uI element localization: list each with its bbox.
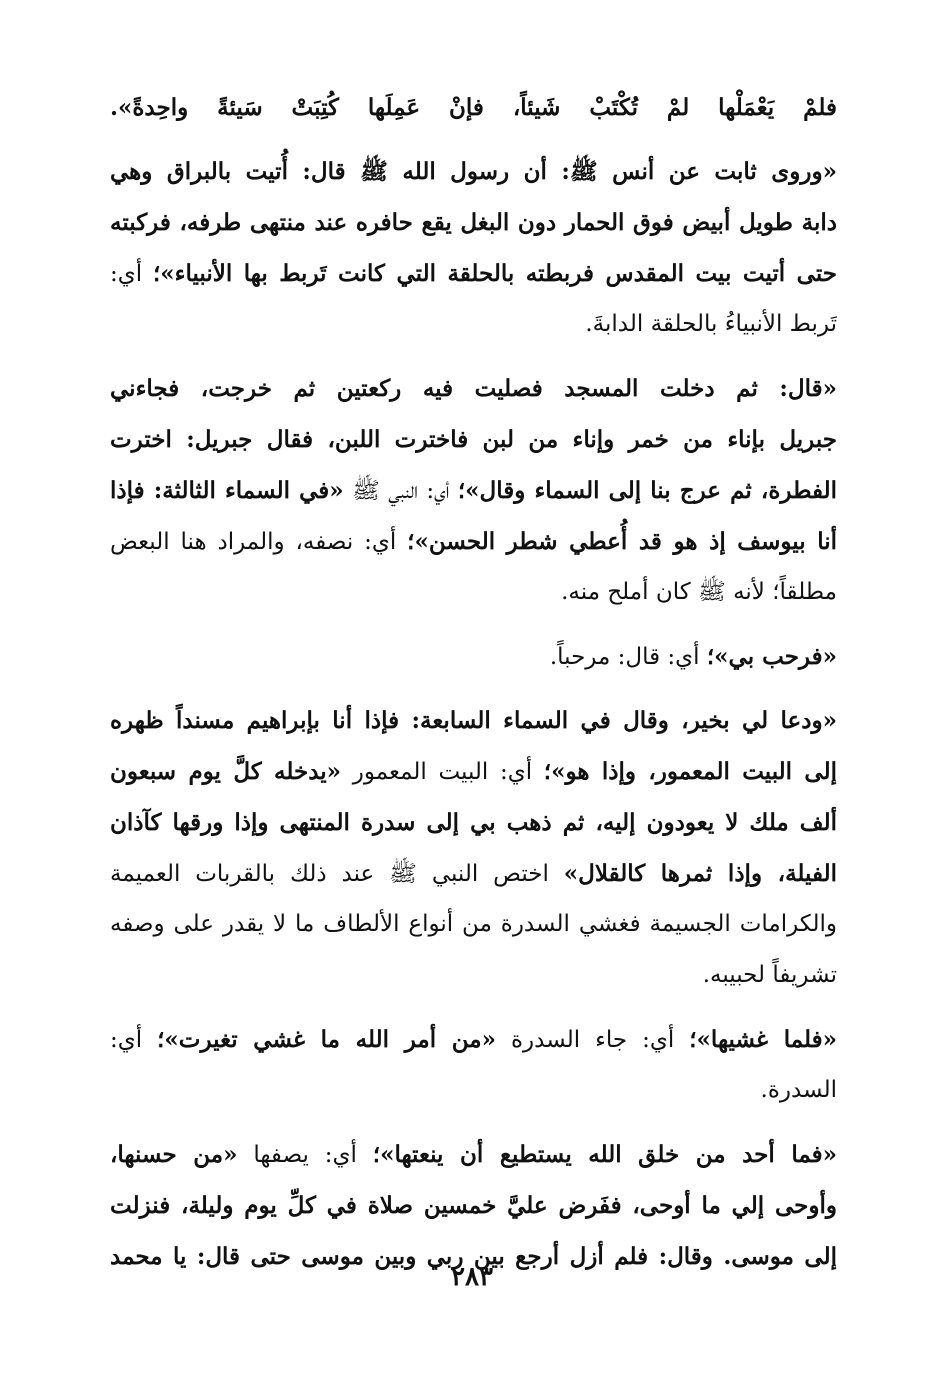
text-line <box>110 465 837 516</box>
text-run: تشريفاً لحبيبه. <box>702 962 837 988</box>
text-line <box>110 695 837 746</box>
text-run: أي: يصفها <box>237 1142 373 1168</box>
text-run: أي: النبي ﷺ <box>343 478 458 504</box>
text-run: اختص النبي ﷺ عند ذلك بالقربات العميمة <box>110 861 564 887</box>
bold-text-run: حتى أتيت بيت المقدس فربطته بالحلقة التي كانت تَربط بها الأنبياء»؛ <box>152 260 837 287</box>
text-line <box>110 746 837 797</box>
text-line <box>110 899 837 950</box>
text-run: أي: نصفه، والمراد هنا البعض <box>110 529 408 555</box>
text-run: أي: جاء السدرة <box>495 1027 690 1053</box>
bold-text-run: «فرحب بي»؛ <box>706 643 837 670</box>
text-line <box>110 197 837 248</box>
text-line <box>110 567 837 618</box>
text-line <box>110 631 837 682</box>
text-line <box>110 516 837 567</box>
text-line <box>110 248 837 299</box>
bold-text-run: «ودعا لي بخير، وقال في السماء السابعة: فإذا أنا بإبراهيم مسنداً ظهره <box>110 707 837 734</box>
text-run: تَربط الأنبياءُ بالحلقة الدابةَ. <box>585 311 837 337</box>
bold-text-run: الفطرة، ثم عرج بنا إلى السماء وقال»؛ <box>457 477 837 504</box>
text-line <box>110 1065 837 1116</box>
text-line <box>110 299 837 350</box>
bold-text-run: «من أمر الله ما غشي تغيرت»؛ <box>157 1026 496 1053</box>
text-run: أي: <box>110 261 153 287</box>
text-run: مطلقاً؛ لأنه ﷺ كان أملح منه. <box>561 579 837 605</box>
text-line <box>110 414 837 465</box>
bold-text-run: الفيلة، وإذا ثمرها كالقلال» <box>563 860 837 887</box>
bold-text-run: «في السماء الثالثة: فإذا <box>110 477 344 504</box>
bold-text-run: أنا بيوسف إذ هو قد أُعطي شطر الحسن»؛ <box>407 528 837 555</box>
text-line <box>110 363 837 414</box>
bold-text-run: «قال: ثم دخلت المسجد فصليت فيه ركعتين ثم خرجت، فجاءني <box>110 375 837 402</box>
bold-text-run: وأوحى إلي ما أوحى، ففَرض عليَّ خمسين صلاة في كلِّ يوم وليلة، فنزلت <box>110 1192 837 1219</box>
text-run: السدرة. <box>760 1077 837 1103</box>
bold-text-run: فلمْ يَعْمَلْها لمْ تُكْتَبْ شَيئاً، فإنْ عَمِلَها كُتِبَتْ سَيئةً واحِدةً». <box>110 94 837 121</box>
text-line <box>110 797 837 848</box>
bold-text-run: «يدخله كلَّ يوم سبعون <box>110 758 342 785</box>
text-line <box>110 1129 837 1180</box>
text-line <box>110 1014 837 1065</box>
text-run: والكرامات الجسيمة فغشي السدرة من أنواع الألطاف ما لا يقدر على وصفه <box>110 911 837 937</box>
bold-text-run: جبريل بإناء من خمر وإناء من لبن فاخترت اللبن، فقال جبريل: اخترت <box>110 426 837 453</box>
page-number: ٢٨٣ <box>451 1262 493 1292</box>
bold-text-run: «وروى ثابت عن أنس ﷺ: أن رسول الله ﷺ قال: أُتيت بالبراق وهي <box>110 158 837 185</box>
text-line <box>110 848 837 899</box>
bold-text-run: إلى موسى. وقال: فلم أزل أرجع بين ربي وبين موسى حتى قال: يا محمد <box>110 1243 837 1270</box>
bold-text-run: «فما أحد من خلق الله يستطيع أن ينعتها»؛ <box>372 1141 837 1168</box>
page-body <box>110 82 837 1282</box>
bold-text-run: إلى البيت المعمور، وإذا هو»؛ <box>543 758 837 785</box>
bold-text-run: «من حسنها، <box>110 1141 238 1168</box>
text-line <box>110 146 837 197</box>
text-line <box>110 1180 837 1231</box>
text-line <box>110 82 837 133</box>
text-line <box>110 950 837 1001</box>
bold-text-run: دابة طويل أبيض فوق الحمار دون البغل يقع حافره عند منتهى طرفه، فركبته <box>110 209 837 236</box>
text-run: أي: البيت المعمور <box>341 759 544 785</box>
bold-text-run: ألف ملك لا يعودون إليه، ثم ذهب بي إلى سدرة المنتهى وإذا ورقها كآذان <box>110 809 837 836</box>
bold-text-run: «فلما غشيها»؛ <box>689 1026 837 1053</box>
text-run: أي: <box>110 1027 158 1053</box>
text-run: أي: قال: مرحباً. <box>549 644 707 670</box>
